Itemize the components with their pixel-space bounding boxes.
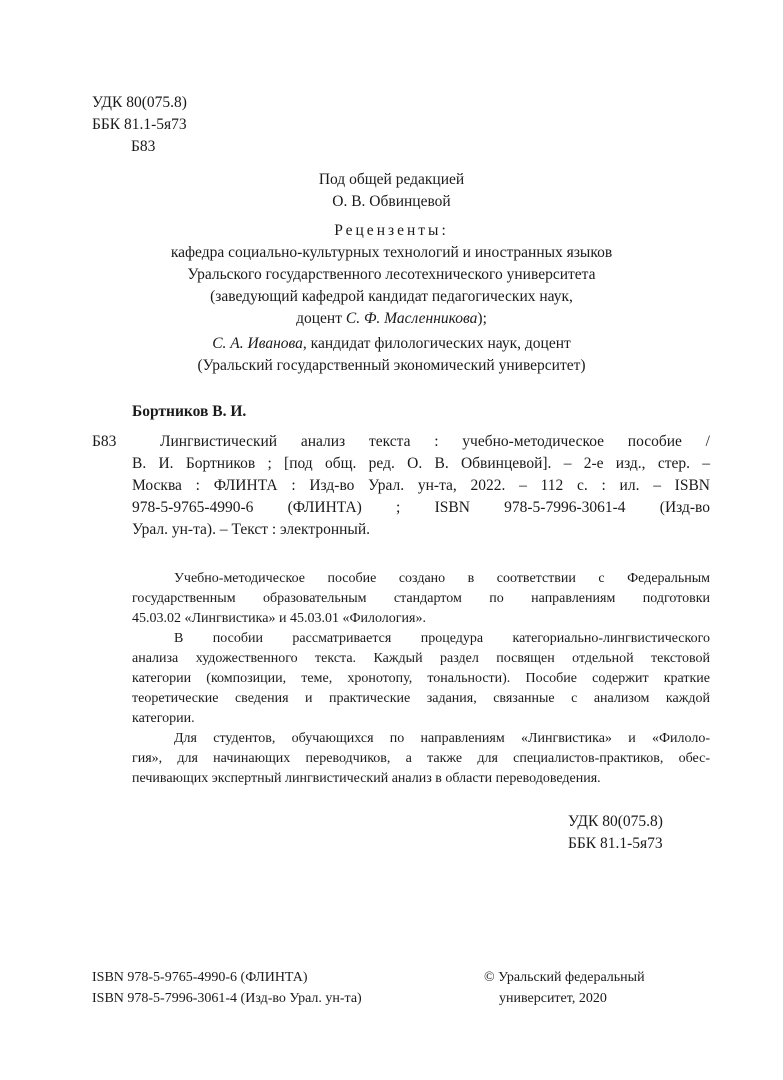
reviewer1-line3: (заведующий кафедрой кандидат педагогических наук,: [210, 288, 573, 305]
copyright-line2: университет, 2020: [499, 991, 607, 1006]
abstract-line: государственным образовательным стандартом по направлениям подготовки: [132, 591, 710, 606]
bbk-top: ББК 81.1-5я73: [92, 116, 187, 133]
reviewer1-line4-pre: доцент: [296, 310, 346, 327]
abstract-line: гия», для начинающих переводчиков, а также для специалистов-практиков, обес-: [132, 751, 710, 766]
reviewer2-rest: , кандидат филологических наук, доцент: [302, 335, 571, 352]
reviewer1-line1: кафедра социально-культурных технологий и иностранных языков: [170, 244, 613, 261]
record-line: Лингвистический анализ текста : учебно-методическое пособие /: [160, 433, 710, 450]
udk-bottom: УДК 80(075.8): [568, 813, 663, 830]
reviewer2-line2: (Уральский государственный экономический университет): [197, 357, 586, 374]
editor-line1: Под общей редакцией: [318, 171, 465, 188]
reviewer1-line4-post: );: [477, 310, 487, 327]
abstract: [132, 569, 710, 789]
abstract-line: 45.03.02 «Лингвистика» и 45.03.01 «Филология».: [132, 611, 426, 626]
reviewer1-line2: Уральского государственного лесотехнического университета: [187, 266, 596, 283]
record-line: Урал. ун-та). – Текст : электронный.: [132, 521, 371, 538]
abstract-line: категории (композиции, теме, хронотопу, тональности). Пособие содержит краткие: [132, 671, 710, 686]
isbn-2: ISBN 978-5-7996-3061-4 (Изд-во Урал. ун-та): [92, 991, 362, 1006]
abstract-line: теоретические сведения и практические задания, связанные с анализом каждой: [132, 691, 710, 706]
abstract-line: печивающих экспертный лингвистический анализ в области переводоведения.: [132, 771, 601, 786]
reviewers-heading: Рецензенты:: [334, 222, 449, 239]
record-sign: Б83: [92, 433, 117, 450]
reviewer1-line4: [0, 308, 783, 330]
reviewer2-line1: [0, 333, 783, 355]
record-body: [132, 431, 710, 541]
abstract-line: анализа художественного текста. Каждый раздел посвящен отдельной текстовой: [132, 651, 710, 666]
record-line: 978-5-9765-4990-6 (ФЛИНТА) ; ISBN 978-5-7996-3061-4 (Изд-во: [132, 499, 710, 516]
reviewer2-name: С. А. Иванова: [212, 335, 303, 352]
isbn-1: ISBN 978-5-9765-4990-6 (ФЛИНТА): [92, 970, 308, 985]
abstract-line: категории.: [132, 711, 195, 726]
reviewer1-name: С. Ф. Масленникова: [345, 310, 478, 327]
copyright-line1: © Уральский федеральный: [484, 970, 645, 985]
bbk-bottom: ББК 81.1-5я73: [568, 835, 663, 852]
udk-top: УДК 80(075.8): [92, 94, 187, 111]
record-line: Москва : ФЛИНТА : Изд-во Урал. ун-та, 2022. – 112 с. : ил. – ISBN: [132, 477, 710, 494]
abstract-line: Для студентов, обучающихся по направлениям «Лингвистика» и «Филоло-: [174, 731, 710, 746]
record-author: Бортников В. И.: [132, 403, 247, 420]
editor-line2: О. В. Обвинцевой: [332, 193, 451, 210]
abstract-line: В пособии рассматривается процедура категориально-лингвистического: [174, 631, 710, 646]
record-line: В. И. Бортников ; [под общ. ред. О. В. Обвинцевой]. – 2-е изд., стер. –: [132, 455, 710, 472]
author-sign-top: Б83: [131, 138, 156, 155]
abstract-line: Учебно-методическое пособие создано в соответствии с Федеральным: [174, 571, 710, 586]
